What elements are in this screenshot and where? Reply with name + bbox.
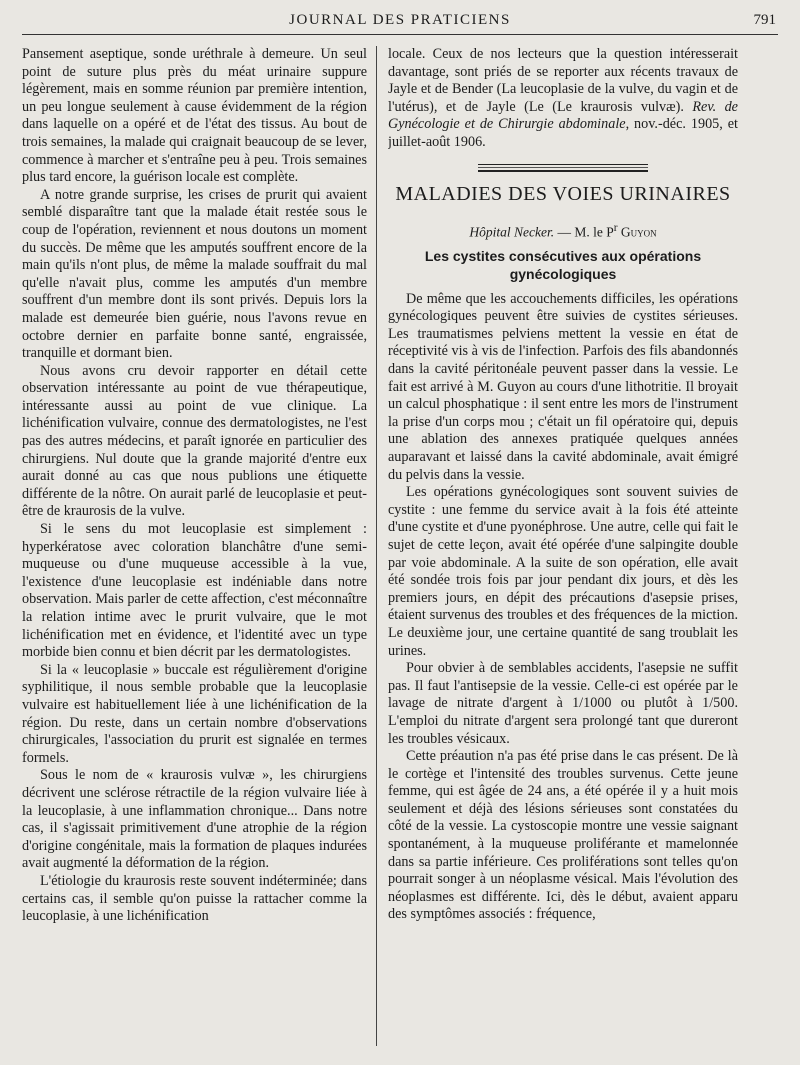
paragraph: Nous avons cru devoir rapporter en détail cette observation intéressante au point de vue thérapeutique, intéressante aussi au point de vue clinique. La lichénification vulvaire, connue des dermatologistes, ne l'est pas des autres médecins, et paraît ignorée en particulier des chirurgiens. Nul doute que la grande majorité d'entre eux aurait donné au cas que nous publions une étiquette différente de la nôtre. On aurait parlé de leucoplasie et peut-être de kraurosis de la vulve. bbox=[22, 362, 367, 520]
paragraph: A notre grande surprise, les crises de prurit qui avaient semblé disparaître tant que la malade était restée sous le coup de l'opération, reviennent et nous doutons un moment du succès. De même que les amputés souffrent encore de la main qu'ils n'ont plus, de même la malade souffrait du mal qu'elle n'avait plus, comme les amputés d'un membre souffrent d'un membre dont ils sont privés. Depuis lors la malade est demeurée bien guérie, nous l'avons revue en octobre dernier en parfaite bonne santé, engraissée, tranquille et dormant bien. bbox=[22, 186, 367, 362]
paragraph: Si la « leucoplasie » buccale est régulièrement d'origine syphilitique, il nous semble probable que la leucoplasie vulvaire est habituellement liée à une lichénification de la région. Du reste, dans un certain nombre d'observations chirurgicales, l'association du prurit est signalée en termes formels. bbox=[22, 661, 367, 766]
article-title: Les cystites consécutives aux opérations gynécologiques bbox=[424, 247, 702, 282]
professor-name: Guyon bbox=[617, 224, 657, 240]
paragraph: Les opérations gynécologiques sont souvent suivies de cystite : une femme du service avait à la fois été atteinte d'une cystite et d'une pyonéphrose. Une autre, celle qui fait le sujet de cette leçon, avait été opérée d'une salpingite double par voie abdominale. A la suite de son opération, elle avait été sondée trois fois par jour pendant dix jours, et dès les premiers jours, en dépit des précautions d'asepsie prises, étaient survenus des troubles et des fréquences de la miction. Le deuxième jour, une certaine quantité de sang troublait les urines. bbox=[388, 484, 738, 659]
section-heading: MALADIES DES VOIES URINAIRES bbox=[395, 182, 731, 205]
journal-title: JOURNAL DES PRATICIENS bbox=[289, 12, 511, 28]
paragraph: L'étiologie du kraurosis reste souvent indéterminée; dans certains cas, il semble qu'on puisse la rattacher comme la leucoplasie, à une lichénification bbox=[22, 872, 367, 925]
reference-date: , nov.-déc. 1905, et juillet-août 1906. bbox=[388, 116, 738, 150]
running-header bbox=[22, 8, 778, 35]
paragraph: Cette préaution n'a pas été prise dans le cas présent. De là le cortège et l'intensité des troubles survenus. Cette jeune femme, qui est âgée de 24 ans, a été opérée il y a huit mois seulement et déjà des lésions sérieuses sont constatées du côté de la vessie. La cystoscopie montre une vessie saignant spontanément, à la muqueuse proliférante et mamelonnée dans sa partie inférieure. Ces proliférations sont telles qu'on pourrait songer à un néoplasme vésical. Mais l'évolution des néoplasmes est différente. Ici, dès le début, avaient apparu des symptômes associés : fréquence, bbox=[388, 748, 738, 923]
continued-paragraph bbox=[388, 46, 738, 152]
hospital-separator: — M. le P bbox=[554, 224, 614, 240]
paragraph: Si le sens du mot leucoplasie est simplement : hyperkératose avec coloration blanchâtre d'une semi-muqueuse ou d'une muqueuse accessible à la vue, l'existence d'une leucoplasie est indéniable dans notre observation. Mais parler de cette affection, c'est méconnaître la relation intime avec le prurit vulvaire, que le mot lichénification met en évidence, et l'identité avec un type morbide bien connu et bien décrit par les dermatologistes. bbox=[22, 521, 367, 661]
paragraph: Pansement aseptique, sonde uréthrale à demeure. Un seul point de suture plus près du méat urinaire suppure légèrement, mais en somme réunion par première intention, un peu longue seulement à cause évidemment de la région dans laquelle on a opéré et de l'état des tissus. Au bout de trois semaines, la malade qui craignait beaucoup de se lever, commence à marcher et s'entraîne peu à peu. Trois semaines plus tard encore, la guérison locale est complète. bbox=[22, 46, 367, 186]
paragraph: De même que les accouchements difficiles, les opérations gynécologiques peuvent être suivies de cystites sérieuses. Les traumatismes pelviens mettent la vessie en état de réceptivité vis à vis de l'infection. Parfois des fils abandonnés dans la cavité péritonéale peuvent passer dans la vessie. Le fait est arrivé à M. Guyon au cours d'une lithotritie. Il broyait un calcul phosphatique : il sent entre les mors de l'instrument la prise d'un corps mou ; c'était un fil opératoire qui, depuis une ablation des annexes pratiquée quelques années auparavant et laissé dans la cavité abdominale, avait émigré du pelvis dans la vessie. bbox=[388, 290, 738, 483]
paragraph: Pour obvier à de semblables accidents, l'asepsie ne suffit pas. Il faut l'antisepsie de la vessie. Celle-ci est opérée par le lavage de nitrate d'argent à 1/1000 ou plutôt à 1/500. L'emploi du nitrate d'argent sera prolongé tant que dureront les troubles vésicaux. bbox=[388, 660, 738, 747]
page-number: 791 bbox=[753, 12, 776, 28]
column-divider bbox=[376, 46, 377, 1046]
reference-text: locale. Ceux de nos lecteurs que la question intéresserait davantage, sont priés de se reporter aux récents travaux de Jayle et de Bender (La leucoplasie de la vulve, du vagin et de l'utérus), et de Jayle (Le (Le kraurosis vulvæ). bbox=[388, 46, 738, 115]
paragraph: Sous le nom de « kraurosis vulvæ », les chirurgiens décrivent une sclérose rétractile de la région vulvaire liée à la leucoplasie, à une inflammation chronique... Dans notre cas, il s'agissait primitivement d'une atrophie de la région d'origine congénitale, mais la formation de plaques indurées avait augmenté la déformation de la région. bbox=[22, 767, 367, 872]
left-column bbox=[22, 46, 367, 1056]
professor-abbrev: r bbox=[613, 221, 618, 234]
right-column bbox=[388, 46, 738, 1056]
section-separator bbox=[478, 164, 648, 172]
hospital-name: Hôpital Necker. bbox=[469, 224, 555, 240]
hospital-line bbox=[388, 220, 738, 241]
journal-reference: Rev. de Gynécologie et de Chirurgie abdominale bbox=[388, 98, 738, 133]
